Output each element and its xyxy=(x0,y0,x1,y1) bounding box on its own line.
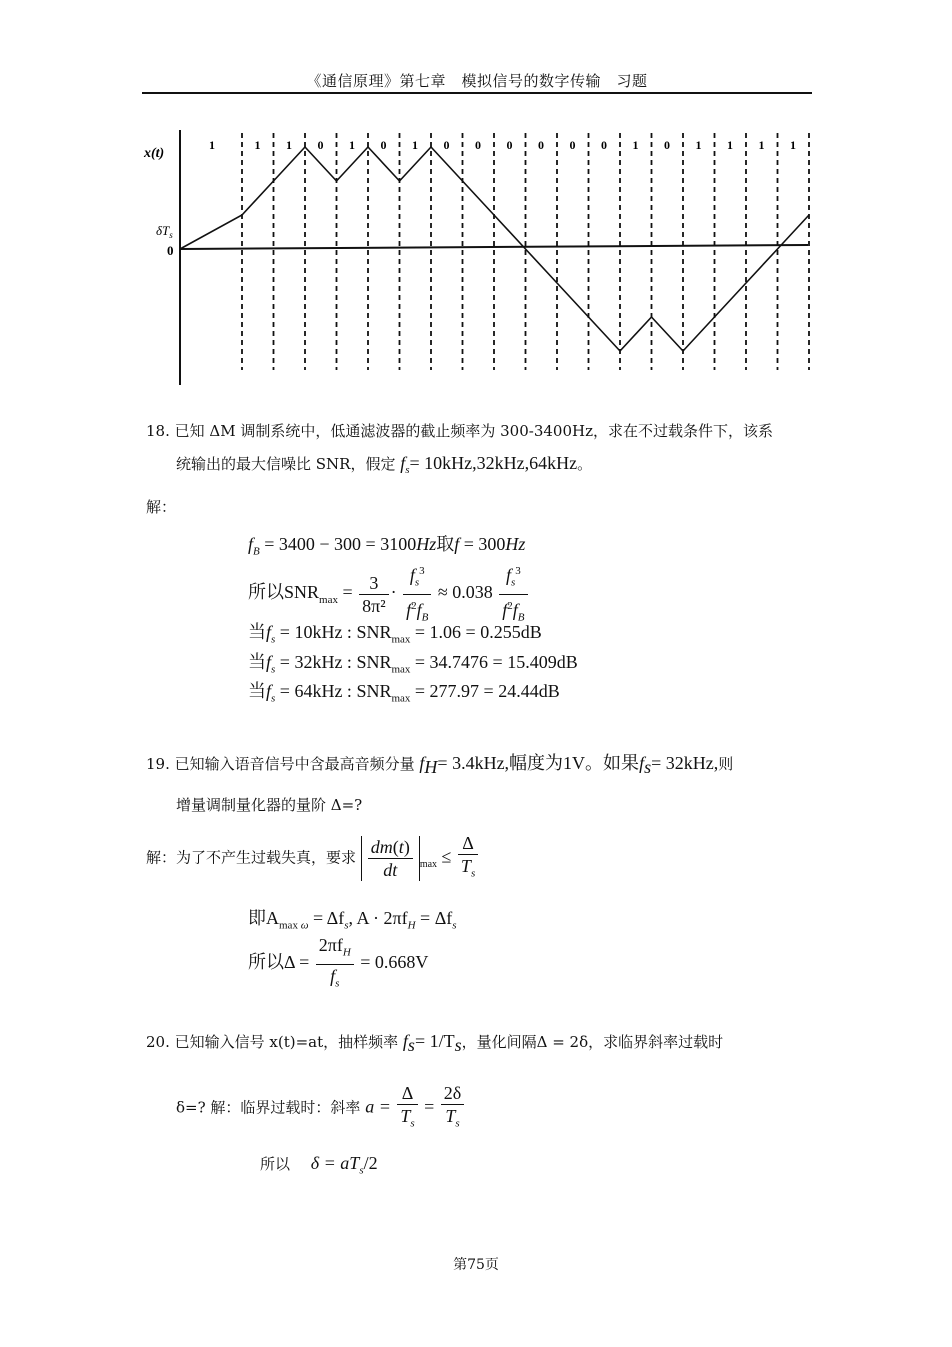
q19-solution: 解：为了不产生过载失真，要求 $\frac{dm(t)}{dt}$ $_{max}$ ≤ $\frac{\Delta}{T_s}$ xyxy=(146,832,480,885)
figure-bit-label: 1 xyxy=(412,138,418,152)
q19-line1: 19. 已知输入语音信号中含最高音频分量 $f_H= 3.4kHz$,幅度为1V。如果$f_s= 32kHz$,则 xyxy=(146,753,734,777)
figure-bit-label: 0 xyxy=(664,138,670,152)
figure-bit-label: 0 xyxy=(538,138,544,152)
figure-bit-label: 1 xyxy=(758,138,765,152)
q20-line3: 所以 $\delta = aT_s/2$ xyxy=(260,1153,378,1177)
figure-step-label: $\delta T_s$ xyxy=(156,223,173,240)
q18-solution-label: 解： xyxy=(146,498,177,516)
figure-bit-label: 1 xyxy=(727,138,733,152)
figure-bit-label: 1 xyxy=(286,138,292,152)
figure-bit-label: 0 xyxy=(601,138,607,152)
q18-eq1: $f_B = 3400 - 300 = 3100Hz$取f = 300Hz xyxy=(248,534,526,558)
figure-bit-label: 0 xyxy=(569,138,576,152)
q18-eq4: 当$f_s = 32kHz$ : $SNR_{max} = 34.7476 = 15.409dB$ xyxy=(248,652,578,676)
page-number: 第75页 xyxy=(453,1257,499,1273)
figure-bit-label: 0 xyxy=(317,138,324,152)
page-header: 《通信原理》第七章 模拟信号的数字传输 习题 xyxy=(306,72,648,90)
figure-bit-label: 1 xyxy=(254,138,261,152)
figure-bit-label: 1 xyxy=(695,138,702,152)
figure-bit-label: 0 xyxy=(380,138,387,152)
delta-modulation-figure xyxy=(140,125,820,390)
q20-line1: 20. 已知输入信号 x(t)=at，抽样频率 $f_s= 1/T_s$，量化间隔Δ = 2δ，求临界斜率过载时 xyxy=(146,1031,724,1055)
q18-eq5: 当$f_s = 64kHz$ : $SNR_{max} = 277.97 = 24.44dB$ xyxy=(248,681,560,705)
figure-bit-label: 1 xyxy=(349,138,355,152)
q20-line2: δ=? 解：临界过载时：斜率 a = $\frac{\Delta}{T_s}$ = $\frac{2\delta}{T_s}$ xyxy=(176,1082,466,1135)
figure-bit-label: 1 xyxy=(790,138,796,152)
figure-bit-label: 0 xyxy=(506,138,513,152)
q18-line1: 18. 已知 ΔM 调制系统中，低通滤波器的截止频率为 300-3400Hz，求在不过载条件下，该系 xyxy=(146,422,773,440)
q18-line2: 统输出的最大信噪比 SNR，假定 $f_s= 10kHz,32kHz,64kHz$。 xyxy=(176,453,593,476)
figure-bit-label: 1 xyxy=(209,138,215,152)
q19-line2: 增量调制量化器的量阶 Δ=? xyxy=(176,796,363,814)
q18-eq2: 所以$SNR_{max}$ = $\frac{3}{\text{8π²}}$ · $\frac{f_s^3}{f^2f_B}$ ≈ 0.038 $\frac{f_s^3}{f^2f_B}$ xyxy=(248,560,530,628)
q19-eq1: 即$A_{max \omega} = \Delta f_s$, $A \cdot 2\pi f_H = \Delta f_s$ xyxy=(248,908,457,932)
q19-eq2: 所以Δ = $\frac{2\pi f_H}{f_s}$ = 0.668V xyxy=(248,935,429,990)
q18-eq3: 当$f_s = 10kHz$ : $SNR_{max} = 1.06 = 0.255dB$ xyxy=(248,622,542,646)
figure-y-label: x(t) xyxy=(144,146,165,161)
figure-bit-label: 0 xyxy=(475,138,481,152)
figure-bit-label: 0 xyxy=(443,138,450,152)
header-rule xyxy=(142,92,812,94)
figure-bit-label: 1 xyxy=(632,138,639,152)
figure-zero-label: 0 xyxy=(167,243,174,258)
